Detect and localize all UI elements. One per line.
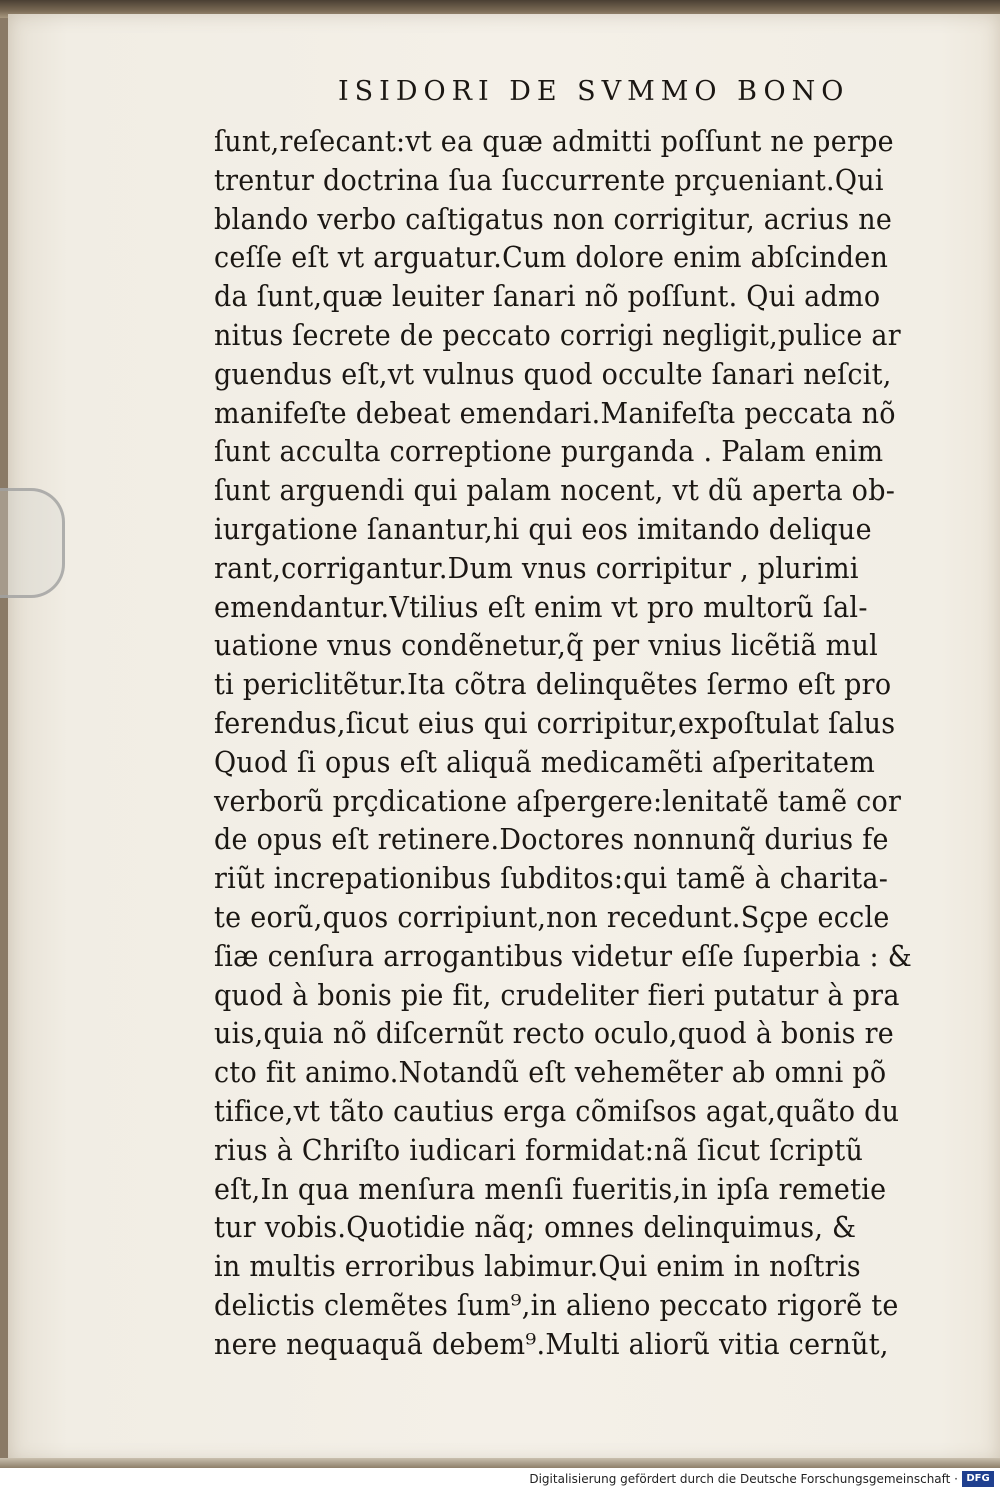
text-line: cto fit animo.Notandũ eſt vehemẽter ab omni põ <box>214 1055 887 1090</box>
text-line: ſunt acculta correptione purganda . Palam enim <box>214 434 884 469</box>
text-line: ſunt arguendi qui palam nocent, vt dũ aperta ob- <box>214 473 896 508</box>
text-line: te eorũ,quos corripiunt,non recedunt.Sçpe eccle <box>214 899 890 934</box>
footer-bar <box>0 1468 1000 1492</box>
text-line: nitus ſecrete de peccato corrigi negligit,pulice ar <box>214 317 901 352</box>
text-line: manifeſte debeat emendari.Manifeſta peccata nõ <box>214 395 896 430</box>
text-line: eſt,In qua menſura menſi fueritis,in ipſa remetie <box>214 1171 887 1206</box>
text-line: quod à bonis pie fit, crudeliter fieri putatur à pra <box>214 977 900 1012</box>
book-bottom-edge <box>0 1458 1000 1468</box>
text-line: nere nequaquã debem⁹.Multi aliorũ vitia cernũt, <box>214 1326 889 1361</box>
text-line: ſunt,reſecant:vt ea quæ admitti poſſunt ne perpe <box>214 124 894 158</box>
text-line: ferendus,ſicut eius qui corripitur,expoſtulat ſalus <box>214 705 896 740</box>
text-line: ſiæ cenſura arrogantibus videtur eſſe ſuperbia : & <box>214 938 913 973</box>
dfg-logo: DFG <box>962 1471 994 1487</box>
text-line: blando verbo caſtigatus non corrigitur, acrius ne <box>214 201 893 236</box>
text-line: guendus eſt,vt vulnus quod occulte ſanari neſcit, <box>214 356 892 391</box>
text-line: rius à Chriſto iudicari formidat:nã ſicut ſcriptũ <box>214 1132 864 1167</box>
running-head: ISIDORI DE SVMMO BONO <box>338 76 850 107</box>
text-line: tifice,vt tãto cautius erga cõmiſsos agat,quãto du <box>214 1093 900 1128</box>
text-line: delictis clemẽtes ſum⁹,in alieno peccato rigorẽ te <box>214 1287 899 1322</box>
text-line: in multis erroribus labimur.Qui enim in noſtris <box>214 1249 861 1284</box>
text-line: emendantur.Vtilius eſt enim vt pro multorũ ſal- <box>214 589 868 624</box>
text-line: verborũ prçdicatione aſpergere:lenitatẽ tamẽ cor <box>214 783 902 818</box>
text-line: da ſunt,quæ leuiter ſanari nõ poſſunt. Qui admo <box>214 279 881 314</box>
text-line: Quod ſi opus eſt aliquã medicamẽti aſperitatem <box>214 744 876 779</box>
text-line: iurgatione ſanantur,hi qui eos imitando delique <box>214 511 872 546</box>
text-line: riũt increpationibus ſubditos:qui tamẽ à charita- <box>214 861 889 896</box>
text-line: ti periclitẽtur.Ita cõtra delinquẽtes ſermo eſt pro <box>214 667 892 702</box>
text-line: rant,corrigantur.Dum vnus corripitur , plurimi <box>214 550 859 585</box>
text-line: trentur doctrina ſua ſuccurrente prçueniant.Qui <box>214 162 884 197</box>
text-line: ceſſe eſt vt arguatur.Cum dolore enim abſcinden <box>214 240 889 275</box>
page-clip <box>0 488 65 598</box>
text-line: de opus eſt retinere.Doctores nonnunq̃ durius fe <box>214 822 889 857</box>
footer-credit: Digitalisierung gefördert durch die Deutsche Forschungsgemeinschaft · <box>529 1472 958 1486</box>
text-line: uis,quia nõ diſcernũt recto oculo,quod à bonis re <box>214 1016 895 1051</box>
text-line: uatione vnus condẽnetur,q̃ per vnius licẽtiã mul <box>214 628 879 663</box>
text-line: tur vobis.Quotidie nãq; omnes delinquimus, & <box>214 1210 857 1245</box>
body-text <box>214 122 954 1364</box>
